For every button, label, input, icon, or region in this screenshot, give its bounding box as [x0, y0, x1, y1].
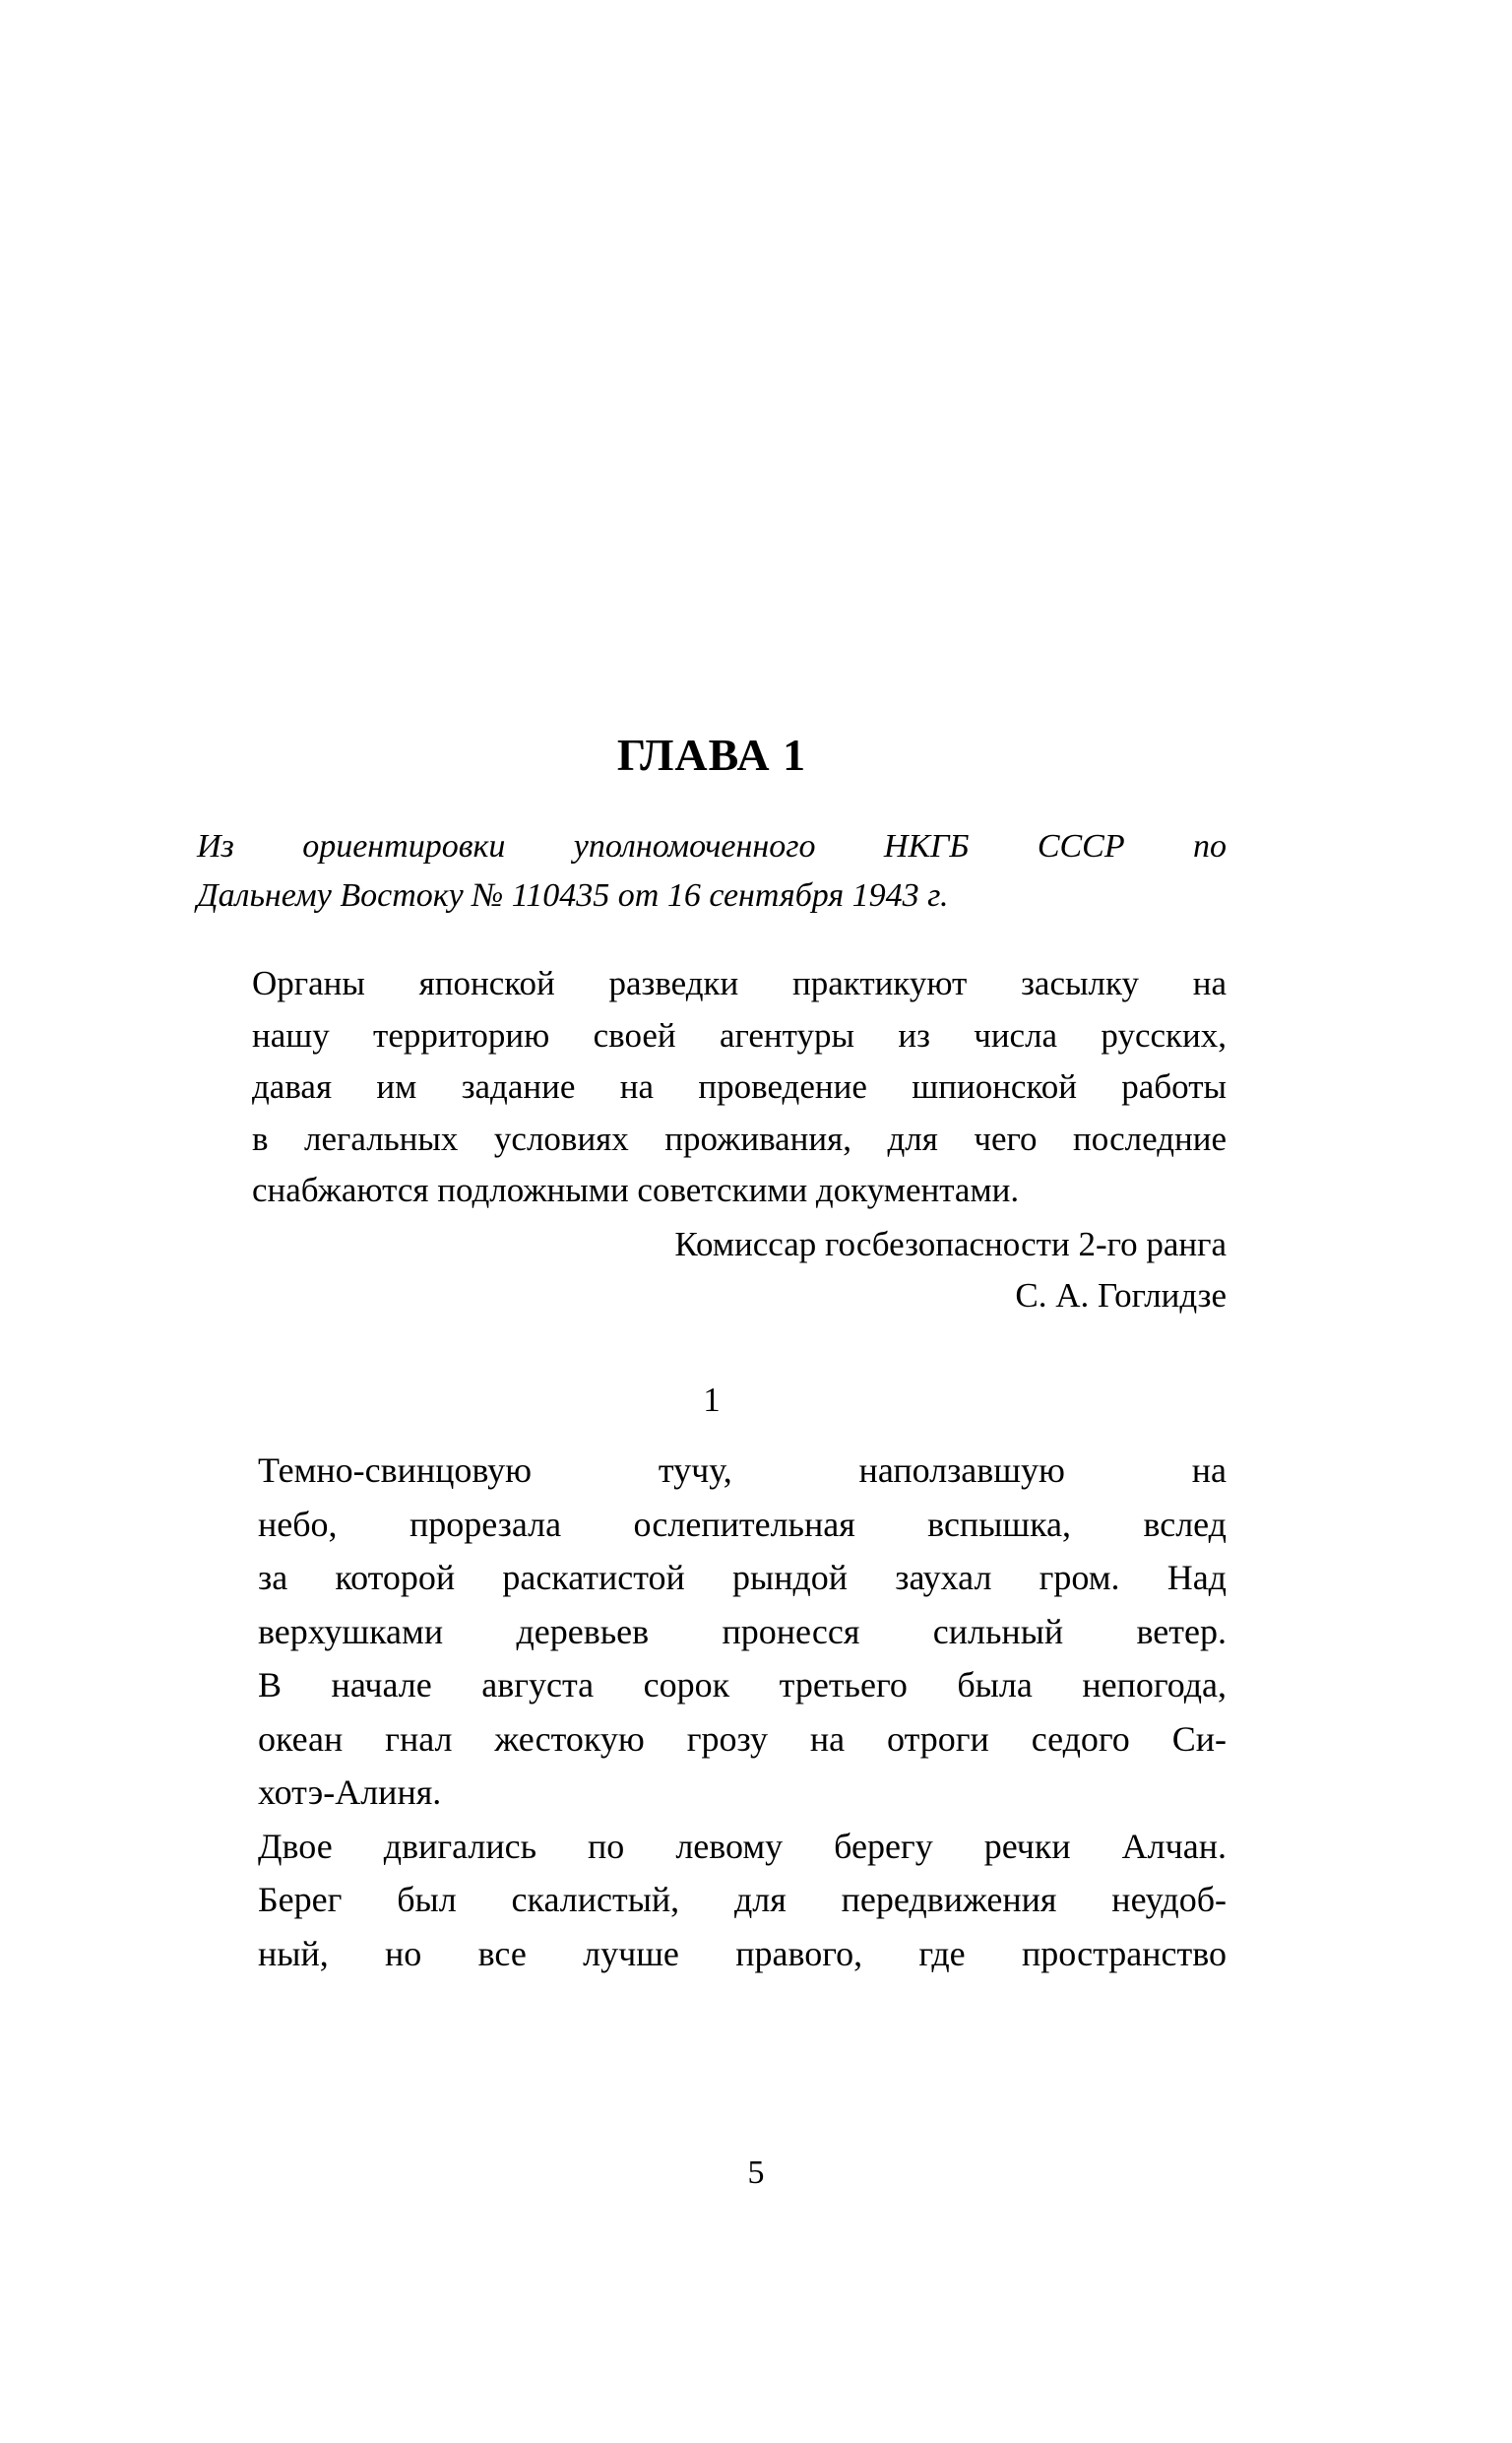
epigraph-paragraph	[197, 958, 1227, 1217]
epigraph-body-line: снабжаются подложными советскими документами.	[252, 1171, 1020, 1210]
body-line: В начале августа сорок третьего была непогода,	[258, 1665, 1227, 1705]
body-line: Темно-свинцовую тучу, наползавшую на	[258, 1450, 1227, 1491]
page-number: 5	[747, 2154, 765, 2191]
body-line: ный, но все лучше правого, где пространство	[258, 1934, 1227, 1973]
epigraph-source	[197, 822, 1227, 922]
body-line: океан гнал жестокую грозу на отроги седого Си-	[258, 1718, 1227, 1759]
body-line: хотэ-Алиня.	[258, 1772, 442, 1813]
body-text	[197, 1444, 1227, 1980]
epigraph-body	[197, 958, 1227, 1217]
body-paragraph-1	[197, 1444, 1227, 1820]
epigraph-body-line: давая им задание на проведение шпионской работы	[252, 1067, 1227, 1107]
body-line: за которой раскатистой рындой заухал гром. Над	[258, 1558, 1227, 1598]
epigraph-signature	[197, 1219, 1227, 1322]
signature-name: С. А. Гоглидзе	[1015, 1276, 1227, 1316]
body-line: верхушками деревьев пронесся сильный ветер.	[258, 1611, 1227, 1651]
epigraph-source-line: Из ориентировки уполномоченного НКГБ СССР по	[197, 827, 1227, 865]
text-column	[197, 0, 1227, 1981]
page-title: ГЛАВА 1	[616, 730, 807, 780]
body-line: Двое двигались по левому берегу речки Алчан.	[258, 1826, 1227, 1866]
signature-rank: Комиссар госбезопасности 2-го ранга	[674, 1224, 1227, 1263]
body-paragraph-2	[197, 1820, 1227, 1981]
body-line: небо, прорезала ослепительная вспышка, вслед	[258, 1504, 1227, 1544]
section-number: 1	[703, 1380, 721, 1419]
epigraph-body-line: нашу территорию своей агентуры из числа русских,	[252, 1015, 1227, 1055]
body-line: Берег был скалистый, для передвижения неудоб-	[258, 1880, 1227, 1920]
epigraph-body-line: Органы японской разведки практикуют засылку на	[252, 964, 1227, 1003]
epigraph-body-line: в легальных условиях проживания, для чего последние	[252, 1119, 1227, 1158]
epigraph-source-line: Дальнему Востоку № 110435 от 16 сентября 1943 г.	[197, 876, 949, 914]
